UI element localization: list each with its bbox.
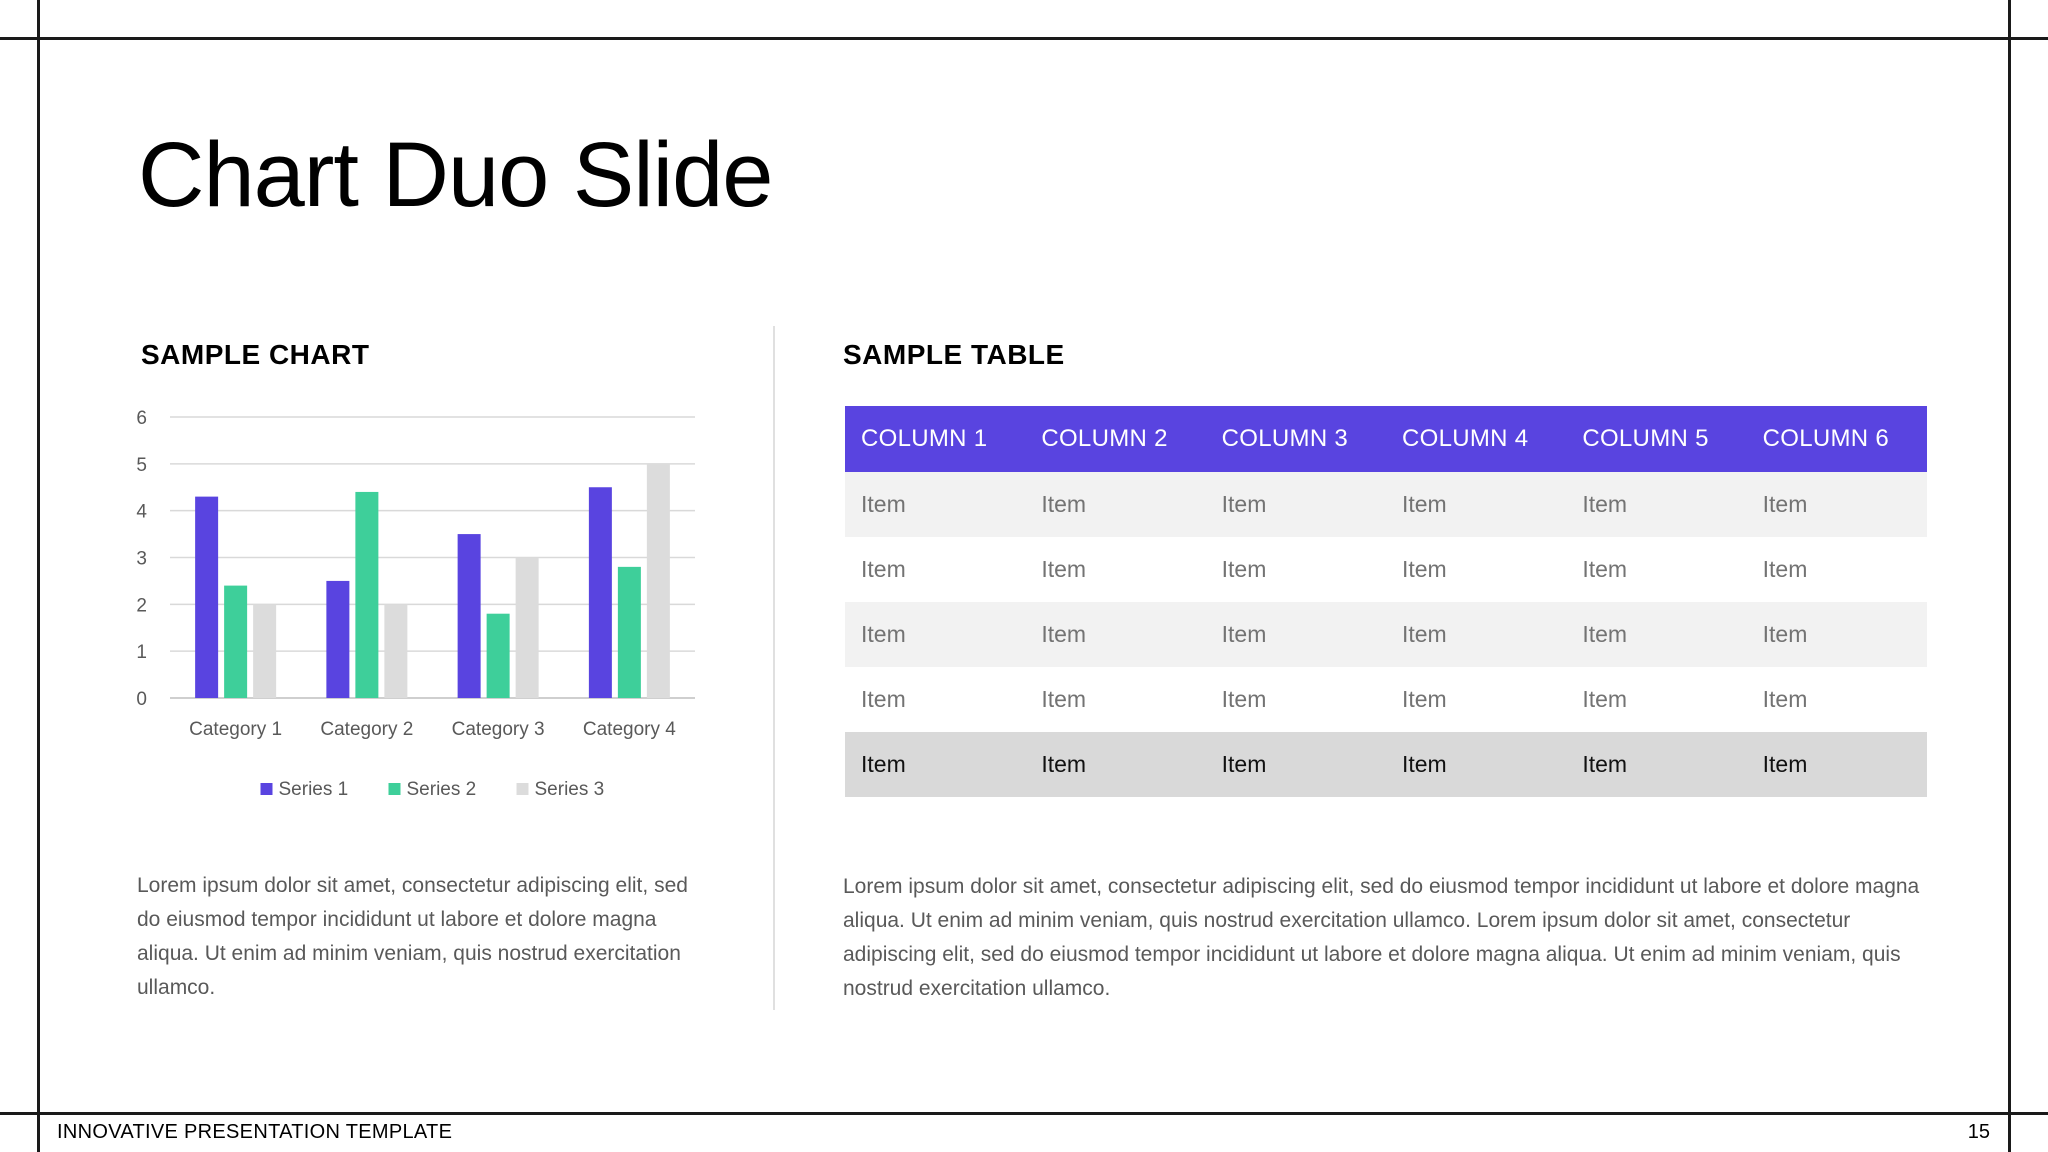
table-cell: Item	[1025, 732, 1205, 797]
x-tick-label: Category 4	[582, 719, 676, 740]
table-cell: Item	[1566, 537, 1746, 602]
table-cell: Item	[1386, 472, 1566, 537]
bar	[224, 586, 247, 698]
table-row	[845, 667, 1927, 732]
bar	[253, 604, 276, 698]
legend-label: Series 1	[278, 779, 349, 800]
footer-title: INNOVATIVE PRESENTATION TEMPLATE	[57, 1121, 453, 1143]
table-row	[845, 732, 1927, 797]
bar	[195, 497, 218, 698]
frame-bottom-line	[0, 1112, 2048, 1115]
legend-swatch	[389, 783, 401, 795]
table-cell: Item	[1386, 537, 1566, 602]
bar	[487, 614, 510, 698]
table-cell: Item	[1747, 602, 1927, 667]
frame-right-line	[2008, 0, 2011, 1152]
table-header-row	[845, 406, 1927, 472]
table-cell: Item	[1025, 537, 1205, 602]
table-cell: Item	[1386, 667, 1566, 732]
table-cell: Item	[1206, 537, 1386, 602]
legend-swatch	[261, 783, 273, 795]
table-header-cell: COLUMN 5	[1566, 406, 1746, 472]
legend-swatch	[517, 783, 529, 795]
bar	[384, 604, 407, 698]
table-header-cell: COLUMN 2	[1025, 406, 1205, 472]
bar	[516, 558, 539, 699]
table-cell: Item	[1206, 667, 1386, 732]
table-cell: Item	[1566, 602, 1746, 667]
x-tick-label: Category 2	[320, 719, 414, 740]
table-cell: Item	[1206, 602, 1386, 667]
table-header-cell: COLUMN 6	[1747, 406, 1927, 472]
table-cell: Item	[1566, 732, 1746, 797]
legend-label: Series 2	[406, 779, 477, 800]
table-cell: Item	[845, 667, 1025, 732]
table-cell: Item	[1386, 732, 1566, 797]
column-divider	[773, 326, 775, 1010]
table-cell: Item	[1206, 472, 1386, 537]
table-cell: Item	[1025, 667, 1205, 732]
y-tick-label: 2	[136, 595, 147, 617]
bar	[355, 492, 378, 698]
table-cell: Item	[1025, 602, 1205, 667]
x-tick-label: Category 1	[189, 719, 283, 740]
table-heading: SAMPLE TABLE	[843, 339, 1065, 370]
table-cell: Item	[845, 602, 1025, 667]
table-row	[845, 602, 1927, 667]
legend-label: Series 3	[534, 779, 605, 800]
y-tick-label: 4	[136, 501, 147, 523]
table-header-cell: COLUMN 3	[1206, 406, 1386, 472]
bar	[589, 487, 612, 698]
table-cell: Item	[1747, 472, 1927, 537]
table-cell: Item	[845, 472, 1025, 537]
y-tick-label: 1	[136, 642, 147, 664]
table-cell: Item	[1566, 472, 1746, 537]
y-tick-label: 3	[136, 548, 147, 570]
bar	[326, 581, 349, 698]
chart-description: Lorem ipsum dolor sit amet, consectetur adipiscing elit, sed do eiusmod tempor incididunt ut labore et dolore magna aliqua. Ut enim ad minim veniam, quis nostrud exercitation ullamco.	[137, 874, 688, 999]
bar	[618, 567, 641, 698]
bar	[458, 534, 481, 698]
bar	[647, 464, 670, 698]
table-description: Lorem ipsum dolor sit amet, consectetur adipiscing elit, sed do eiusmod tempor incididunt ut labore et dolore magna aliqua. Ut enim ad minim veniam, quis nostrud exercitation ullamco. Lorem ipsum dolor sit amet, consectetur adipiscing elit, sed do eiusmod tempor incididunt ut labore et dolore magna aliqua. Ut enim ad minim veniam, quis nostrud exercitation ullamco.	[843, 875, 1920, 1000]
y-tick-label: 6	[136, 408, 147, 429]
table-cell: Item	[845, 732, 1025, 797]
page-number: 15	[1967, 1121, 1990, 1143]
x-tick-label: Category 3	[451, 719, 545, 740]
slide-title: Chart Duo Slide	[138, 124, 773, 226]
y-tick-label: 5	[136, 454, 147, 476]
sample-table	[845, 406, 1927, 797]
table-cell: Item	[1386, 602, 1566, 667]
table-row	[845, 537, 1927, 602]
chart-heading: SAMPLE CHART	[141, 339, 370, 370]
table-cell: Item	[1747, 732, 1927, 797]
bar-chart	[0, 0, 720, 820]
table-cell: Item	[1747, 667, 1927, 732]
table-cell: Item	[845, 537, 1025, 602]
table-header-cell: COLUMN 1	[845, 406, 1025, 472]
table-cell: Item	[1206, 732, 1386, 797]
y-tick-label: 0	[136, 689, 147, 710]
table-header-cell: COLUMN 4	[1386, 406, 1566, 472]
table-row	[845, 472, 1927, 537]
table-cell: Item	[1025, 472, 1205, 537]
table-cell: Item	[1566, 667, 1746, 732]
table-cell: Item	[1747, 537, 1927, 602]
